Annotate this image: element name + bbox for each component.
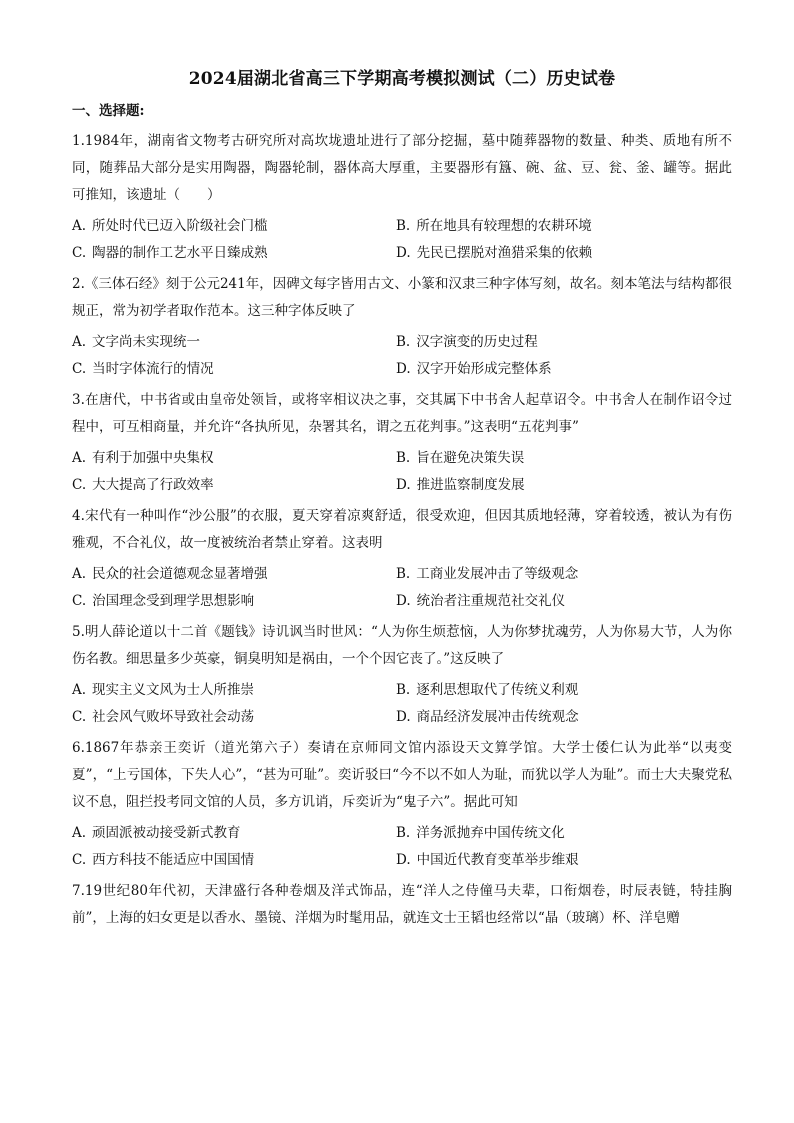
answer-option: [396, 329, 732, 356]
option-text: 民众的社会道德观念显著增强: [92, 566, 268, 582]
question-item: [72, 503, 732, 615]
option-letter: C.: [72, 245, 87, 261]
option-letter: D.: [396, 361, 411, 377]
option-letter: D.: [396, 852, 411, 868]
question-item: [72, 619, 732, 731]
answer-option: [72, 588, 396, 615]
option-letter: B.: [396, 682, 411, 698]
option-text: 洋务派抛弃中国传统文化: [416, 825, 565, 841]
question-stem: 6.1867年恭亲王奕䜣（道光第六子）奏请在京师同文馆内添设天文算学馆。大学士倭仁认为此举“以夷变夏”，“上亏国体，下失人心”，“甚为可耻”。奕䜣驳曰“今不以不如人为耻，而犹以学人为耻”。而士大夫聚党私议不息，阻拦投考同文馆的人员，多方讥诮，斥奕䜣为“鬼子六”。据此可知: [72, 740, 732, 810]
option-letter: D.: [396, 477, 411, 493]
option-letter: A.: [72, 566, 87, 582]
option-text: 统治者注重规范社交礼仪: [416, 593, 566, 609]
option-text: 汉字演变的历史过程: [416, 334, 538, 350]
exam-title: 2024届湖北省高三下学期高考模拟测试（二）历史试卷: [188, 69, 616, 89]
option-text: 有利于加强中央集权: [92, 450, 214, 466]
option-text: 所处时代已迈入阶级社会门槛: [92, 218, 268, 234]
answer-option: [396, 847, 732, 874]
answer-option: [72, 677, 396, 704]
option-text: 所在地具有较理想的农耕环境: [416, 218, 592, 234]
answer-options: [72, 561, 732, 615]
answer-option: [72, 472, 396, 499]
question-stem: 1.1984年，湖南省文物考古研究所对高坎垅遗址进行了部分挖掘，墓中随葬器物的数量、种类、质地有所不同，随葬品大部分是实用陶器，陶器轮制，器体高大厚重，主要器形有簋、碗、盆、豆、瓮、釜、罐等。据此可推知，该遗址（ ）: [72, 133, 732, 203]
answer-option: [72, 240, 396, 267]
option-text: 治国理念受到理学思想影响: [92, 593, 255, 609]
question-item: [72, 387, 732, 499]
option-letter: C.: [72, 852, 87, 868]
question-stem: 4.宋代有一种叫作“沙公服”的衣服，夏天穿着凉爽舒适，很受欢迎，但因其质地轻薄，穿着较透，被认为有伤雅观，不合礼仪，故一度被统治者禁止穿着。这表明: [72, 508, 732, 551]
answer-option: [396, 677, 732, 704]
answer-option: [72, 561, 396, 588]
answer-option: [396, 213, 732, 240]
question-stem: 5.明人薛论道以十二首《题钱》诗讥讽当时世风：“人为你生烦惹恼，人为你梦扰魂劳，人为你易大节，人为你伤名教。细思量多少英豪，铜臭明知是祸由，一个个因它丧了。”这反映了: [72, 624, 732, 667]
question-stem: 7.19世纪80年代初，天津盛行各种卷烟及洋式饰品，连“洋人之侍僮马夫辈，口衔烟卷，时辰表链，特挂胸前”，上海的妇女更是以香水、墨镜、洋烟为时髦用品，就连文士王韬也经常以“晶（玻璃）杯、洋皂赠: [72, 883, 732, 926]
answer-option: [396, 561, 732, 588]
answer-option: [72, 704, 396, 731]
option-text: 先民已摆脱对渔猎采集的依赖: [416, 245, 593, 261]
option-text: 旨在避免决策失误: [416, 450, 525, 466]
question-item: [72, 735, 732, 874]
option-letter: A.: [72, 334, 87, 350]
answer-option: [396, 820, 732, 847]
option-text: 西方科技不能适应中国国情: [92, 852, 255, 868]
answer-option: [396, 240, 732, 267]
answer-option: [396, 704, 732, 731]
question-list: [72, 128, 732, 932]
answer-options: [72, 445, 732, 499]
answer-option: [72, 356, 396, 383]
option-letter: B.: [396, 566, 411, 582]
option-letter: C.: [72, 361, 87, 377]
answer-option: [72, 847, 396, 874]
answer-option: [72, 445, 396, 472]
answer-options: [72, 213, 732, 267]
answer-option: [396, 588, 732, 615]
option-letter: B.: [396, 825, 411, 841]
option-letter: D.: [396, 593, 411, 609]
answer-options: [72, 677, 732, 731]
option-letter: C.: [72, 709, 87, 725]
option-letter: D.: [396, 709, 411, 725]
option-letter: A.: [72, 825, 87, 841]
question-stem: 2.《三体石经》刻于公元241年，因碑文每字皆用古文、小篆和汉隶三种字体写刻，故名。刻本笔法与结构都很规正，常为初学者取作范本。这三种字体反映了: [72, 276, 732, 319]
option-text: 现实主义文风为士人所推崇: [92, 682, 255, 698]
answer-options: [72, 329, 732, 383]
option-letter: B.: [396, 218, 411, 234]
option-text: 中国近代教育变革举步维艰: [416, 852, 579, 868]
section-heading: 一、选择题:: [72, 103, 145, 119]
answer-option: [396, 472, 732, 499]
answer-option: [396, 445, 732, 472]
answer-option: [72, 213, 396, 240]
option-text: 文字尚未实现统一: [92, 334, 201, 350]
answer-option: [72, 329, 396, 356]
option-letter: D.: [396, 245, 411, 261]
option-text: 商品经济发展冲击传统观念: [416, 709, 579, 725]
option-letter: A.: [72, 682, 87, 698]
question-item: [72, 128, 732, 267]
option-text: 逐利思想取代了传统义利观: [416, 682, 579, 698]
option-text: 汉字开始形成完整体系: [416, 361, 552, 377]
option-text: 当时字体流行的情况: [92, 361, 214, 377]
option-letter: C.: [72, 477, 87, 493]
option-letter: A.: [72, 218, 87, 234]
question-item: [72, 271, 732, 383]
option-text: 推进监察制度发展: [416, 477, 525, 493]
option-text: 顽固派被动接受新式教育: [92, 825, 241, 841]
option-text: 陶器的制作工艺水平日臻成熟: [92, 245, 268, 261]
option-text: 大大提高了行政效率: [92, 477, 214, 493]
question-stem: 3.在唐代，中书省或由皇帝处领旨，或将宰相议决之事，交其属下中书舍人起草诏令。中书舍人在制作诏令过程中，可互相商量，并允许“各执所见，杂署其名，谓之五花判事。”这表明“五花判事”: [72, 392, 732, 435]
option-letter: A.: [72, 450, 87, 466]
option-text: 社会风气败坏导致社会动荡: [92, 709, 255, 725]
option-letter: C.: [72, 593, 87, 609]
option-letter: B.: [396, 450, 411, 466]
answer-option: [72, 820, 396, 847]
answer-option: [396, 356, 732, 383]
answer-options: [72, 820, 732, 874]
option-text: 工商业发展冲击了等级观念: [416, 566, 579, 582]
option-letter: B.: [396, 334, 411, 350]
question-item: [72, 878, 732, 932]
